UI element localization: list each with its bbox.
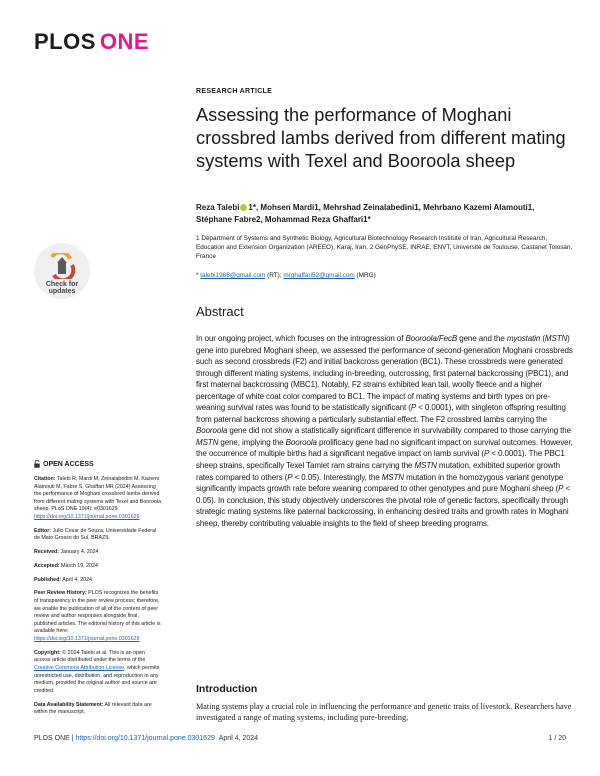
author-list: [196, 202, 576, 226]
email-tag-2: (MRG): [354, 272, 376, 279]
author-line-2: Stéphane Fabre2, Mohammad Reza Ghaffari1*: [196, 215, 371, 224]
email-link-2[interactable]: mrghaffari52@gmail.com: [283, 272, 355, 279]
check-updates-label: Check for updates: [45, 281, 79, 295]
open-lock-icon: [34, 460, 40, 468]
affiliations: 1 Department of Systems and Synthetic Biology, Agricultural Biotechnology Research Institute of Iran, Agricultural Research, Education and Extension Organization (AREEO), Karaj, Iran, 2 GenPhySE, INRAE, ENVT, Université de Toulouse, Castanet Tolosan, France: [196, 235, 573, 261]
abstract-heading: Abstract: [196, 304, 244, 319]
logo-one: ONE: [99, 29, 150, 54]
corresponding-emails: [196, 272, 576, 279]
footer-citation: PLOS ONE | https://doi.org/10.1371/journal.pone.0301629 April 4, 2024: [34, 735, 259, 742]
footer-doi-link[interactable]: https://doi.org/10.1371/journal.pone.0301629: [75, 735, 215, 742]
introduction-text: Mating systems play a crucial role in influencing the performance and genetic traits of livestock. Researchers have investigated a range of mating systems, including pure-breeding,: [196, 702, 572, 723]
received-date: Received: January 4, 2024: [34, 549, 99, 556]
article-metadata-sidebar: [34, 476, 162, 723]
article-type: RESEARCH ARTICLE: [196, 88, 273, 95]
published-date: Published: April 4, 2024: [34, 576, 92, 583]
article-title: Assessing the performance of Moghani crossbred lambs derived from different mating systems with Texel and Booroola sheep: [196, 105, 566, 171]
check-for-updates-button[interactable]: [34, 243, 90, 299]
author-rest: 1*, Mohsen Mardi1, Mehrshad Zeinalabedini1, Mehrbano Kazemi Alamouti1,: [248, 203, 535, 212]
footer-journal: PLOS ONE: [34, 735, 70, 742]
author-first[interactable]: Reza Talebi: [196, 203, 240, 212]
orcid-icon[interactable]: [240, 204, 247, 211]
license-link[interactable]: Creative Commons Attribution License: [34, 665, 125, 671]
journal-logo: [34, 29, 149, 55]
copyright: Copyright: © 2024 Talebi et al. This is an open access article distributed under the terms of the Creative Commons Attribution License, which permits unrestricted use, distribution, and reproduction in any medium, provided the original author and source are credited.: [34, 649, 160, 694]
email-link-1[interactable]: talebi1986@gmail.com: [200, 272, 266, 279]
logo-plos: PLOS: [34, 29, 96, 54]
data-availability: Data Availability Statement: All relevant data are within the manuscript.: [34, 701, 152, 716]
footer-date: April 4, 2024: [218, 735, 259, 742]
page-footer: [34, 735, 566, 742]
citation-doi-link[interactable]: https://doi.org/10.1371/journal.pone.0301629: [34, 513, 140, 520]
check-updates-icon: [48, 253, 76, 279]
citation: Citation: Talebi R, Mardi M, Zeinalabedini M, Kazemi Alamouti M, Fabre S, Ghaffari MR (2024) Assessing the performance of Moghani crossbred lambs derived from different mating systems with Texel and Booroola sheep. PLoS ONE 19(4): e0301629. https://doi.org/10.1371/journal.pone.0301629: [34, 476, 161, 520]
page-number: 1 / 20: [548, 735, 566, 742]
email-marker: *: [196, 272, 201, 279]
abstract-text: In our ongoing project, which focuses on the introgression of Booroola/FecB gene and the myostatin (MSTN) gene into purebred Moghani sheep, we assessed the performance of second-generation Moghani crossbreds such as second crossbreds (F2) and initial backcross generation (BC1). These crossbreds were generated through different mating systems, including in-breeding, outcrossing, first paternal backcrossing (PBC1), and first maternal backcrossing (MBC1). Notably, F2 strains exhibited lean tail, woolly fleece and a higher percentage of white coat color compared to BC1. The impact of mating systems and birth types on pre-weaning survival rates was found to be statistically significant (P < 0.0001), with singleton offspring resulting from paternal backcross showing a particularly substantial effect. The F2 crossbred lambs carrying the Booroola gene did not show a statistically significant difference in survivability compared to those carrying the MSTN gene, implying the Booroola prolificacy gene had no significant impact on survival outcomes. However, the occurrence of multiple births had a significant negative impact on lamb survival (P < 0.0001). The PBC1 sheep strains, specifically Texel Tamlet ram strains carrying the MSTN mutation, exhibited superior growth rates compared to others (P < 0.05). Interestingly, the MSTN mutation in the homozygous variant genotype significantly impacts growth rate before weaning compared to other genotypes and pure Moghani sheep (P < 0.05). In conclusion, this study objectively underscores the pivotal role of genetic factors, specifically through strategic mating systems like paternal backcrossing, in enhancing desired traits and growth rates in Moghani sheep, thereby contributing valuable insights to the field of sheep breeding programs.: [196, 334, 573, 528]
open-access-label: OPEN ACCESS: [34, 460, 94, 468]
editor: Editor: Julio Cesar de Souza, Universidade Federal de Mato Grosso do Sul, BRAZIL: [34, 527, 157, 542]
accepted-date: Accepted: March 19, 2024: [34, 562, 98, 569]
peer-review-history: Peer Review History: PLOS recognizes the benefits of transparency in the peer review process; therefore, we enable the publication of all of the content of peer review and author responses alongside final, published articles. The editorial history of this article is available here: https://doi.org/10.1371/journal.pone.0301629: [34, 590, 161, 643]
peer-review-link[interactable]: https://doi.org/10.1371/journal.pone.0301629: [34, 636, 140, 643]
email-tag-1: (RT);: [265, 272, 284, 279]
introduction-heading: Introduction: [196, 683, 258, 695]
